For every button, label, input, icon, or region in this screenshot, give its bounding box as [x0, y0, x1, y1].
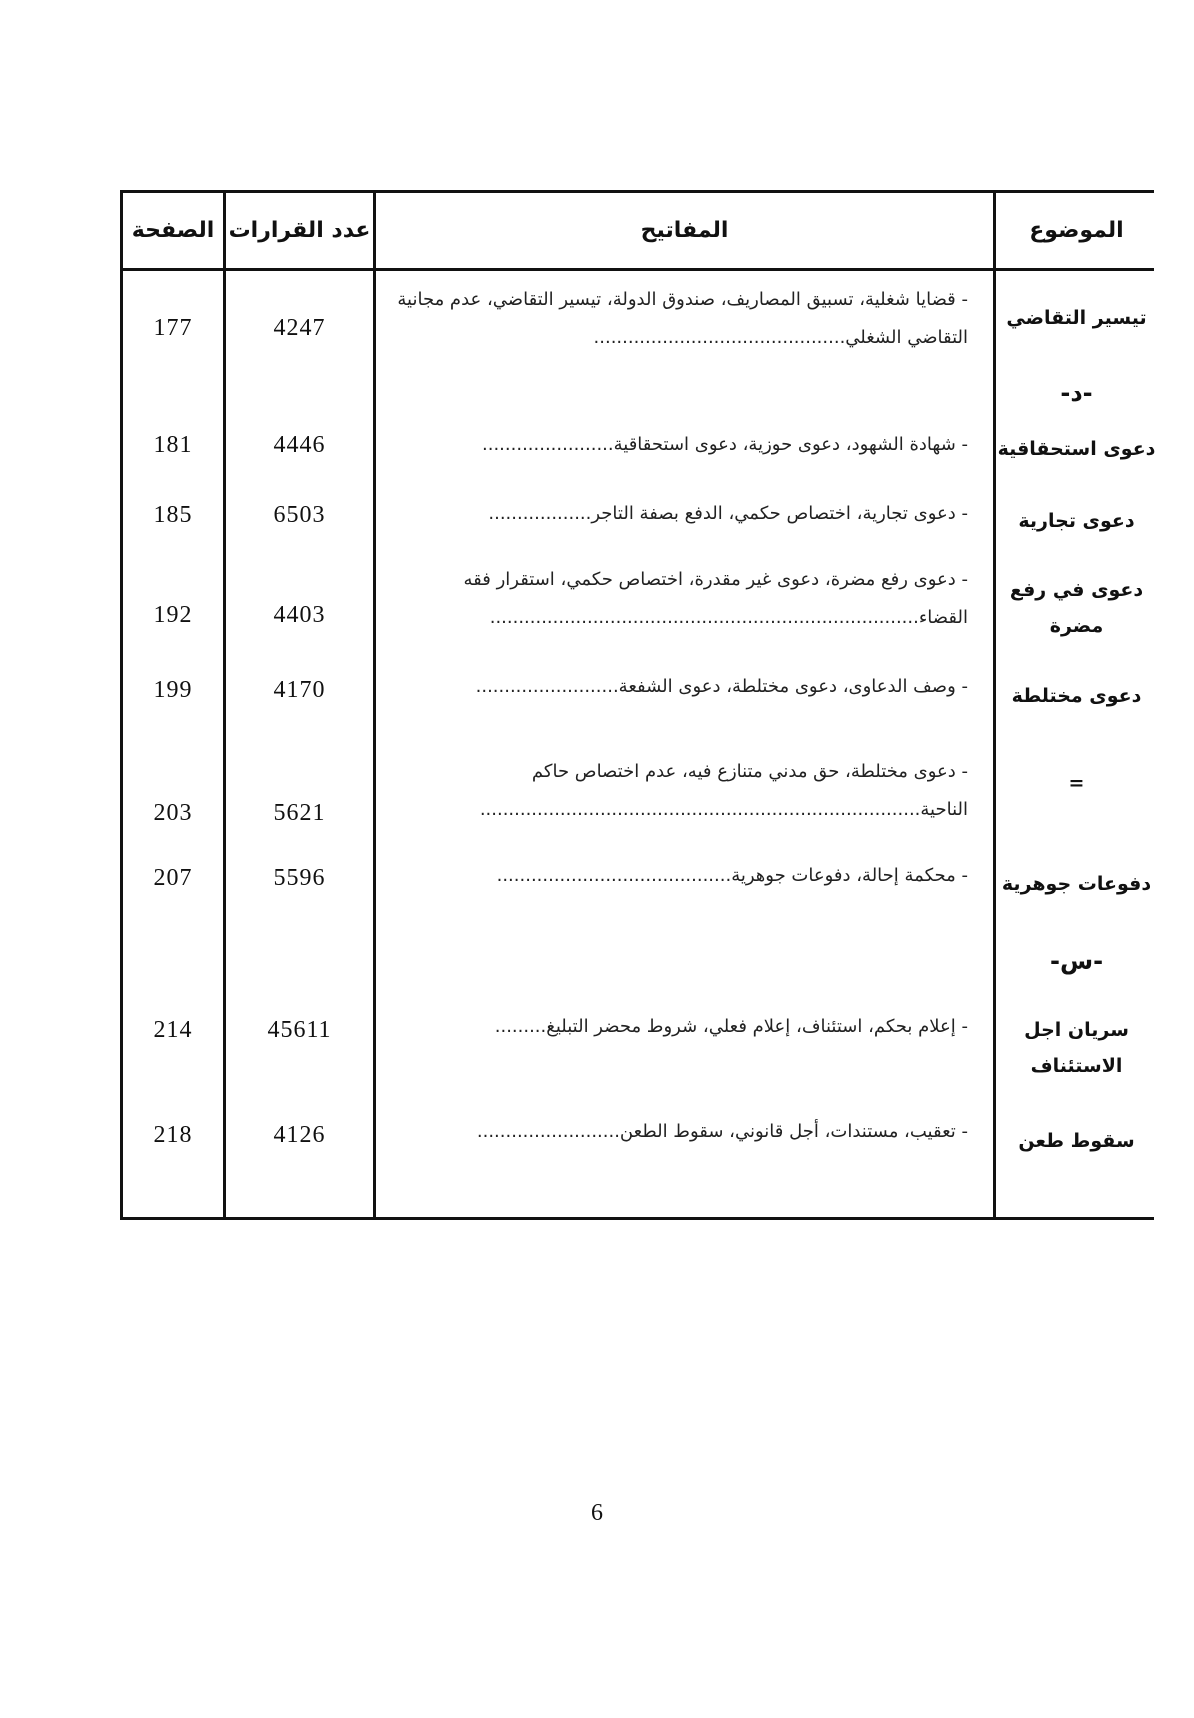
page-cell: 218 — [153, 1122, 193, 1148]
keywords-cell: - محكمة إحالة، دفوعات جوهرية......................................... — [496, 865, 968, 886]
keywords-cell: - دعوى تجارية، اختصاص حكمي، الدفع بصفة التاجر.................. — [488, 503, 968, 524]
page-cell: 203 — [153, 799, 193, 826]
keywords-cell: - وصف الدعاوى، دعوى مختلطة، دعوى الشفعة......................... — [475, 676, 968, 697]
header-keys: المفاتيح — [640, 218, 729, 243]
decision-cell: 6503 — [273, 502, 326, 528]
decision-cell: 4170 — [273, 677, 326, 703]
page-cell: 177 — [153, 314, 193, 341]
subject-cell: دفوعات جوهرية — [1001, 872, 1152, 895]
subject-cell: = — [1068, 772, 1085, 794]
decision-cell: 5596 — [273, 865, 326, 891]
header-page: الصفحة — [131, 218, 215, 243]
keywords-cell: - تعقيب، مستندات، أجل قانوني، سقوط الطعن......................... — [476, 1121, 968, 1142]
subject-cell: دعوى مختلطة — [1011, 684, 1142, 707]
page-cell: 181 — [153, 432, 193, 458]
header-subject: الموضوع — [1029, 218, 1124, 243]
page-cell: 207 — [153, 865, 193, 891]
keywords-cell: - دعوى رفع مضرة، دعوى غير مقدرة، اختصاص حكمي، استقرار فقه القضاء........................................................................... — [463, 569, 968, 628]
subject-cell: دعوى استحقاقية — [997, 437, 1156, 460]
page-cell: 214 — [153, 1017, 193, 1043]
section-letter: -د- — [1060, 379, 1093, 407]
keywords-cell: - شهادة الشهود، دعوى حوزية، دعوى استحقاقية....................... — [482, 434, 968, 455]
index-table — [120, 190, 1154, 1220]
keywords-cell: - إعلام بحكم، استئناف، إعلام فعلي، شروط محضر التبليغ......... — [494, 1016, 968, 1037]
subject-cell: دعوى في رفع مضرة — [1009, 579, 1144, 637]
subject-cell: دعوى تجارية — [1018, 509, 1135, 532]
page-cell: 185 — [153, 502, 193, 528]
page-cell: 192 — [153, 602, 193, 628]
decision-cell: 4126 — [273, 1122, 326, 1148]
decision-cell: 4403 — [273, 602, 326, 628]
keywords-cell: - قضايا شغلية، تسبيق المصاريف، صندوق الدولة، تيسير التقاضي، عدم مجانية التقاضي الشغلي............................................ — [397, 289, 968, 348]
header-decisions-count: عدد القرارات — [228, 218, 371, 243]
page-cell: 199 — [153, 677, 193, 703]
column-divider — [373, 193, 376, 1217]
keywords-cell: - دعوى مختلطة، حق مدني متنازع فيه، عدم اختصاص حاكم الناحية............................................................................. — [479, 761, 968, 820]
subject-cell: سقوط طعن — [1018, 1129, 1135, 1152]
subject-cell: سريان اجل الاستئناف — [1024, 1019, 1129, 1077]
decision-cell: 4446 — [273, 432, 326, 458]
section-letter: -س- — [1049, 946, 1104, 975]
decision-cell: 4247 — [273, 314, 326, 341]
decision-cell: 45611 — [267, 1017, 332, 1043]
decision-cell: 5621 — [273, 799, 326, 826]
subject-cell: تيسير التقاضي — [1006, 307, 1147, 329]
page-number: 6 — [591, 1500, 603, 1526]
header-divider — [123, 268, 1154, 271]
